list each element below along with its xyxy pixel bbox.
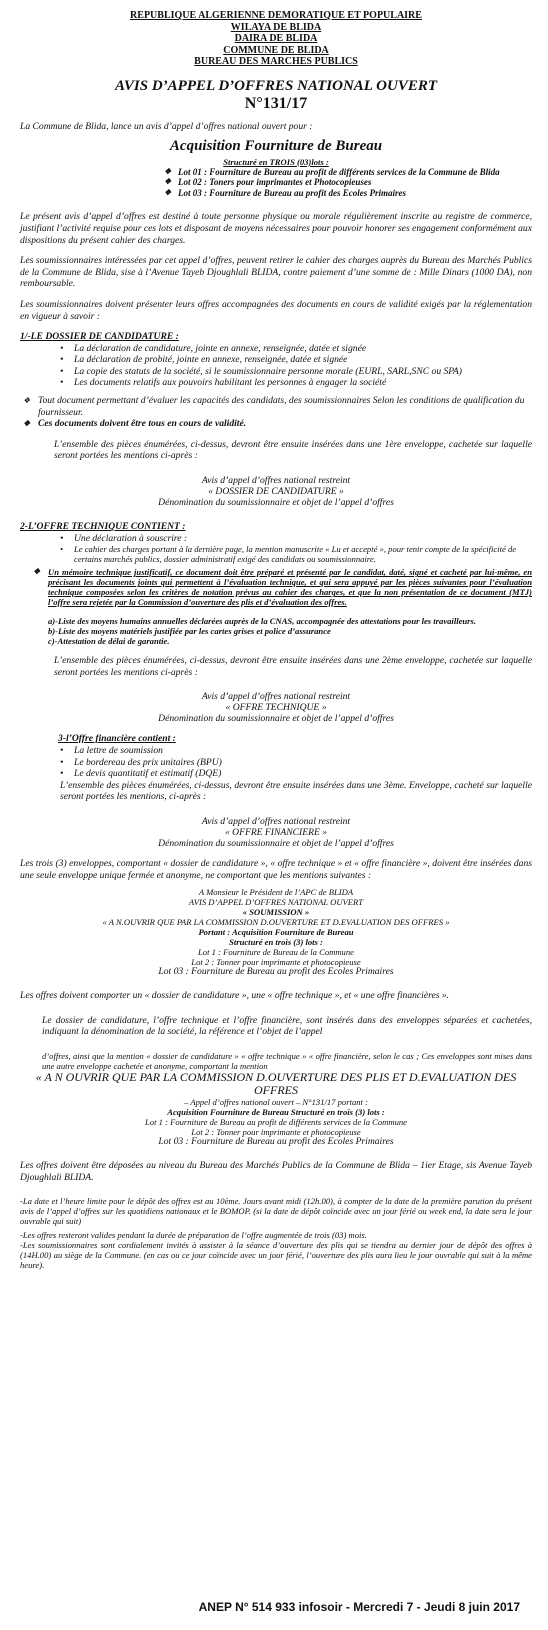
memoire-list bbox=[20, 567, 532, 607]
envelope-line: « DOSSIER DE CANDIDATURE » bbox=[208, 486, 344, 498]
technical-annex-list bbox=[20, 616, 532, 646]
envelope-note-2: L’ensemble des pièces énumérées, ci-dessus, devront être ensuite insérées dans une 2ème enveloppe, cachetée sur laquelle seront portées les mentions ci-après : bbox=[54, 655, 532, 678]
paragraph-deadline: -La date et l’heure limite pour le dépôt des offres est au 10ème. Jours avant midi (12h.00), à compter de la date de la première parution du présent avis de l’appel d’offres sur les quotidiens nationaux et le BOMOP. (si la date de dépôt coïncide avec un jour férié ou week end, la date sera le jour ouvrable qui suit) bbox=[20, 1196, 532, 1227]
envelope-mentions-1 bbox=[20, 475, 532, 508]
reference-line: – Appel d’offres national ouvert – N°131/17 portant : bbox=[184, 1096, 368, 1107]
footer-reference: ANEP N° 514 933 infosoir - Mercredi 7 - Jeudi 8 juin 2017 bbox=[198, 1600, 520, 1614]
technical-list bbox=[20, 533, 532, 565]
intro-text: La Commune de Blida, lance un avis d’appel d’offres national ouvert pour : bbox=[20, 120, 313, 132]
section-financial-title: 3-l’Offre financière contient : bbox=[58, 733, 176, 745]
structure-label: Structuré en TROIS (03)lots : bbox=[223, 156, 329, 167]
outer-line: « A N.OUVRIR QUE PAR LA COMMISSION D.OUVERTURE ET D.EVALUATION DES OFFRES » bbox=[102, 917, 450, 928]
section-technical-title: 2-L’OFFRE TECHNIQUE CONTIENT : bbox=[20, 521, 186, 533]
list-item: • La déclaration de probité, jointe en annexe, renseignée, datée et signée bbox=[74, 354, 532, 366]
list-item: • La copie des statuts de la société, si le soumissionnaire personne morale (EURL, SARL,SNC ou SPA) bbox=[74, 366, 532, 378]
envelope-note-3: L’ensemble des pièces énumérées, ci-dessus, devront être ensuite insérées dans une 3ème. Enveloppe, cacheté sur laquelle seront portées les mentions, ci-après : bbox=[60, 779, 532, 803]
notice-title: AVIS D’APPEL D’OFFRES NATIONAL OUVERT bbox=[115, 77, 437, 94]
memoire-item: ❖ Un mémoire technique justificatif, ce document doit être préparé et présenté par le candidat, daté, signé et cacheté par lui-même, en précisant les documents joints qui permettent à l’évaluation technique, et qui sera appuyé par les pièces suivantes pour l’évaluation technique composées selon les critères de notation prévus au cahier des charges, et que la non présentation de ce document (MTJ) l’offre sera rejetée par la Commission d’ouverture des plis et d’évaluation des offres. bbox=[48, 567, 532, 607]
outer-envelope-mentions bbox=[20, 887, 532, 977]
header-wilaya: WILAYA DE BLIDA bbox=[230, 21, 322, 33]
header-daira: DAIRA DE BLIDA bbox=[234, 33, 318, 45]
candidature-list bbox=[20, 343, 532, 389]
list-item: • La déclaration de candidature, jointe en annexe, renseignée, datée et signée bbox=[74, 343, 532, 355]
outer-line: Lot 1 : Fourniture de Bureau de la Commune bbox=[198, 947, 354, 958]
lot-item: ❖ Lot 03 : Fourniture de Bureau au profit des Ecoles Primaires bbox=[178, 188, 532, 199]
big-mention: « A N OUVRIR QUE PAR LA COMMISSION D.OUVERTURE DES PLIS ET D.EVALUATION DES OFFRES bbox=[35, 1069, 517, 1097]
reference-lot: Lot 1 : Fourniture de Bureau au profit de différents services de la Commune bbox=[145, 1116, 407, 1127]
list-item: ❖ Ces documents doivent être tous en cours de validité. bbox=[38, 418, 532, 430]
list-item: • Les documents relatifs aux pouvoirs habilitant les personnes à engager la société bbox=[74, 377, 532, 389]
list-item: • Le bordereau des prix unitaires (BPU) bbox=[74, 757, 532, 769]
lots-list bbox=[20, 167, 532, 199]
header-republic: REPUBLIQUE ALGERIENNE DEMORATIQUE ET POPULAIRE bbox=[130, 10, 422, 21]
envelope-note-1: L’ensemble des pièces énumérées, ci-dessus, devront être ensuite insérées dans une 1ère enveloppe, cachetée sur laquelle seront portées les mentions ci-après : bbox=[54, 438, 532, 462]
reference-lot: Lot 03 : Fourniture de Bureau au profit des Ecoles Primaires bbox=[158, 1135, 394, 1147]
header-block bbox=[20, 10, 532, 68]
header-bureau: BUREAU DES MARCHES PUBLICS bbox=[194, 56, 358, 68]
outer-line: Lot 03 : Fourniture de Bureau au profit des Ecoles Primaires bbox=[158, 966, 394, 978]
candidature-extra-list bbox=[20, 395, 532, 430]
object-title: Acquisition Fourniture de Bureau bbox=[169, 137, 383, 154]
envelope-mentions-3 bbox=[20, 816, 532, 849]
envelope-line: Dénomination du soumissionnaire et objet de l’appel d’offres bbox=[158, 837, 394, 849]
outer-line: Lot 2 : Tonner pour imprimante et photocopieuse bbox=[191, 957, 361, 968]
paragraph-inserted: Le dossier de candidature, l’offre technique et l’offre financière, sont insérés dans des enveloppes séparées et cachetées, indiquant la dénomination de la société, la référence et l’objet de l’appel bbox=[42, 1014, 532, 1038]
envelope-line: Dénomination du soumissionnaire et objet de l’appel d’offres bbox=[158, 497, 394, 509]
lot-item: ❖ Lot 01 : Fourniture de Bureau au profit de différents services de la Commune de Blida bbox=[178, 167, 532, 178]
outer-line: Structuré en trois (3) lots : bbox=[229, 937, 323, 948]
paragraph-validity: -Les offres resteront valides pendant la durée de préparation de l’offre augmentée de trois (03) mois. bbox=[20, 1230, 367, 1241]
paragraph-offers-content: Les offres doivent comporter un « dossier de candidature », une « offre technique », et « une offre financières ». bbox=[20, 990, 450, 1002]
paragraph-three-envelopes: Les trois (3) enveloppes, comportant « dossier de candidature », « offre technique » et « offre financière », doivent être insérées dans une seule enveloppe unique fermée et anonyme, ne comportant que les mentions suivantes : bbox=[20, 857, 532, 881]
reference-lots bbox=[20, 1117, 532, 1147]
paragraph-eligibility: Le présent avis d’appel d’offres est destiné à toute personne physique ou morale régulièrement inscrite au registre de commerce, justifiant l’activité requise pour ces lots et disposant de moyens nécessaires pour pouvoir honorer ses engagement conformément aux dispositions du présent cahier des charges. bbox=[20, 211, 532, 246]
outer-line: AVIS D’APPEL D’OFFRES NATIONAL OUVERT bbox=[188, 897, 364, 908]
paragraph-withdrawal: Les soumissionnaires intéressées par cet appel d’offres, peuvent retirer le cahier des charges auprès du Bureau des Marchés Publics de la Commune de Blida, sise à l’Avenue Tayeb Djoughlali BLIDA, contre paiement d’une somme de : Mille Dinars (1000 DA), non remboursable. bbox=[20, 255, 532, 290]
paragraph-deposit: Les offres doivent être déposées au niveau du Bureau des Marchés Publics de la Commune de Blida – 1ier Etage, sis Avenue Tayeb Djoughlali BLIDA. bbox=[20, 1159, 532, 1183]
reference-lot: Lot 2 : Tonner pour imprimante et photocopieuse bbox=[191, 1126, 361, 1137]
paragraph-opening-session: -Les soumissionnaires sont cordialement invités à assister à la séance d’ouverture des plis qui se tiendra au dernier jour de dépôt des offres à (14H.00) au siège de la Commune. (en cas ou ce jour coïncide avec un jour férié, l’ouverture des plis aura lieu le jour ouvrable qui suit à la même heure). bbox=[20, 1240, 532, 1271]
envelope-line: Dénomination du soumissionnaire et objet de l’appel d’offres bbox=[158, 713, 394, 725]
section-candidature-title: 1/-LE DOSSIER DE CANDIDATURE : bbox=[20, 331, 179, 343]
envelope-mentions-2 bbox=[20, 691, 532, 724]
outer-line: « SOUMISSION » bbox=[242, 907, 310, 918]
envelope-line: « OFFRE FINANCIERE » bbox=[224, 826, 328, 838]
list-item: • Le devis quantitatif et estimatif (DQE) bbox=[74, 768, 532, 780]
reference-object: Acquisition Fourniture de Bureau Structuré en trois (3) lots : bbox=[167, 1106, 385, 1117]
list-item: • La lettre de soumission bbox=[74, 745, 532, 757]
outer-line: A Monsieur le Président de l’APC de BLIDA bbox=[198, 887, 354, 898]
envelope-line: Avis d’appel d’offres national restreint bbox=[201, 475, 351, 487]
list-item: a)-Liste des moyens humains annuelles déclarées auprès de la CNAS, accompagnée des attestations pour les travailleurs. bbox=[48, 616, 477, 627]
header-commune: COMMUNE DE BLIDA bbox=[223, 44, 329, 56]
list-item: ❖ Tout document permettant d’évaluer les capacités des candidats, des soumissionnaires Selon les conditions de qualification du fournisseur. bbox=[38, 395, 532, 418]
notice-number: N°131/17 bbox=[244, 94, 308, 112]
outer-line: Portant : Acquisition Fourniture de Bureau bbox=[198, 927, 354, 938]
paragraph-documents: Les soumissionnaires doivent présenter leurs offres accompagnées des documents en cours de validité exigés par la réglementation en vigueur à savoir : bbox=[20, 298, 532, 322]
list-item: • Le cahier des charges portant à la dernière page, la mention manuscrite « Lu et accepté », pour tenir compte de la spécificité de certains marchés publics, dossier administratif exigé des candidats ou soumissionnaire. bbox=[74, 544, 532, 564]
envelope-line: Avis d’appel d’offres national restreint bbox=[201, 815, 351, 827]
list-item: b)-Liste des moyens matériels justifiée par les cartes grises et police d’assurance bbox=[48, 626, 331, 637]
lot-item: ❖ Lot 02 : Toners pour imprimantes et Photocopieuses bbox=[178, 177, 532, 188]
financial-list bbox=[20, 745, 532, 780]
envelope-line: Avis d’appel d’offres national restreint bbox=[201, 691, 351, 703]
list-item: c)-Attestation de délai de garantie. bbox=[48, 636, 170, 647]
list-item: • Une déclaration à souscrire : bbox=[74, 533, 532, 545]
envelope-line: « OFFRE TECHNIQUE » bbox=[225, 702, 327, 714]
paragraph-mention: d’offres, ainsi que la mention « dossier de candidature » « offre technique » « offre financière, selon le cas ; Ces enveloppes sont mises dans une autre enveloppe cachetée et anonyme, comportant la mention bbox=[42, 1050, 532, 1071]
